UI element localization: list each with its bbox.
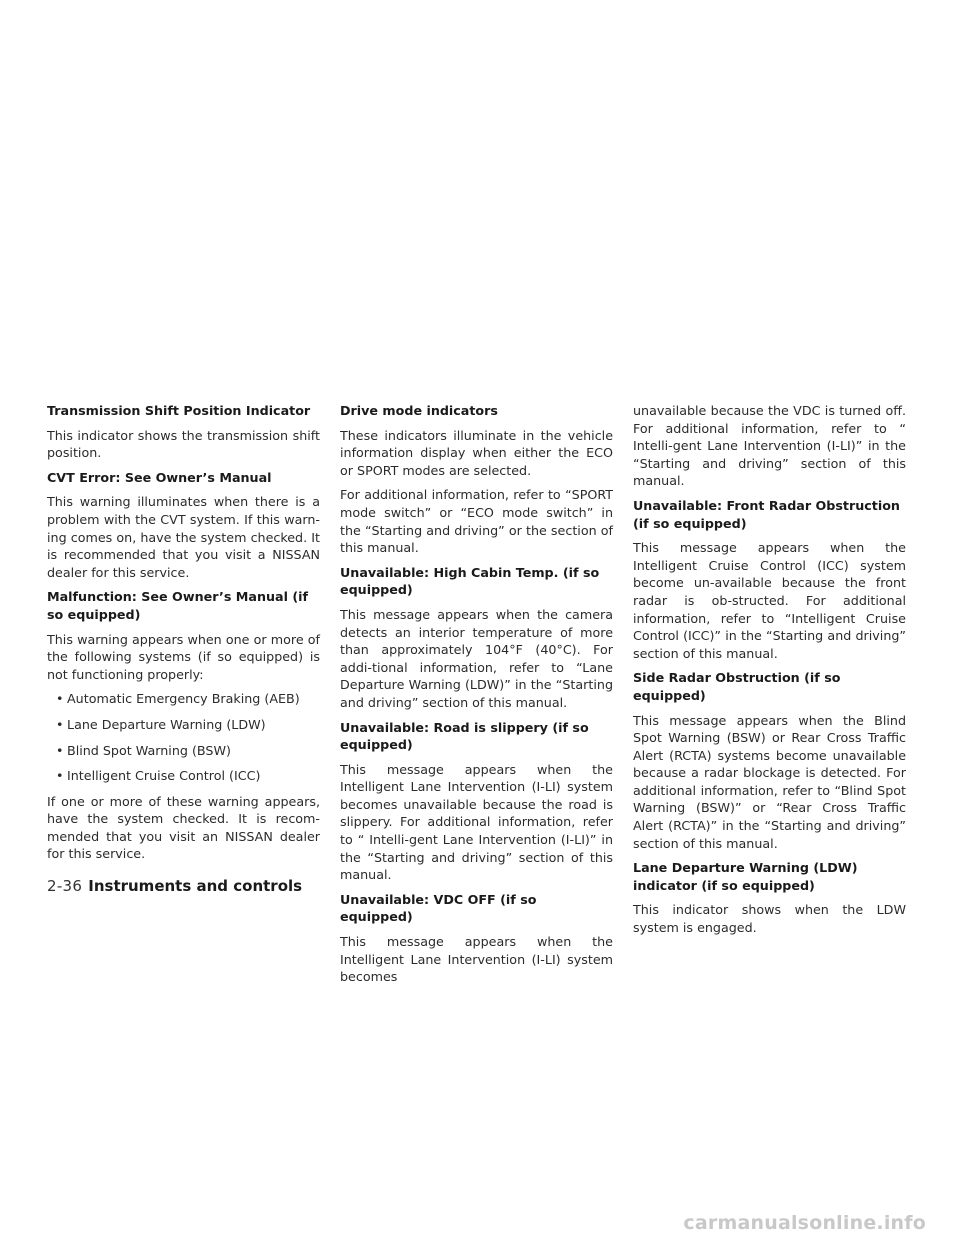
bullet-icon: • — [56, 768, 64, 784]
body-paragraph: This message appears when the Intelligent Lane Intervention (I-LI) system becomes — [340, 934, 613, 985]
section-heading: Lane Departure Warning (LDW) indicator (if so equipped) — [633, 860, 858, 893]
section-heading: Drive mode indicators — [340, 403, 498, 418]
list-item — [47, 716, 320, 734]
body-paragraph: This message appears when the camera detects an interior temperature of more than approximately 104°F (40°C). For addi-tional information, refer to “Lane Departure Warning (LDW)” in the “Starting and driving” section of this manual. — [340, 606, 613, 710]
bullet-icon: • — [56, 691, 64, 707]
text-column-3 — [633, 402, 906, 944]
body-paragraph: unavailable because the VDC is turned off. For additional information, refer to “ Intelli-gent Lane Intervention (I-LI)” in the “Starting and driving” section of this manual. — [633, 403, 906, 489]
section-heading: Unavailable: VDC OFF (if so equipped) — [340, 891, 537, 925]
list-item-text: Intelligent Cruise Control (ICC) — [67, 768, 261, 784]
list-item-text: Lane Departure Warning (LDW) — [67, 716, 266, 732]
list-item-text: Blind Spot Warning (BSW) — [67, 742, 231, 758]
body-paragraph: This message appears when the Blind Spot Warning (BSW) or Rear Cross Traffic Alert (RCTA) systems become unavailable because a radar blockage is detected. For additional information, refer to “Blind Spot Warning (BSW)” or “Rear Cross Traffic Alert (RCTA)” in the “Starting and driving” section of this manual. — [633, 712, 906, 851]
body-paragraph: This warning illuminates when there is a problem with the CVT system. If this warn-ing comes on, have the system checked. It is recommended that you visit a NISSAN dealer for this service. — [47, 494, 320, 580]
bullet-icon: • — [56, 742, 64, 758]
section-heading: CVT Error: See Owner’s Manual — [47, 469, 272, 485]
text-column-1 — [47, 402, 320, 870]
text-column-2 — [340, 402, 613, 993]
list-item — [47, 767, 320, 785]
body-paragraph: These indicators illuminate in the vehicle information display when either the ECO or SPORT modes are selected. — [340, 427, 613, 478]
section-heading: Unavailable: High Cabin Temp. (if so equipped) — [340, 564, 600, 598]
body-paragraph: This warning appears when one or more of the following systems (if so equipped) is not functioning properly: — [47, 631, 320, 682]
watermark: carmanualsonline.info — [683, 1212, 926, 1234]
list-item — [47, 690, 320, 708]
list-item-text: Automatic Emergency Braking (AEB) — [67, 691, 300, 707]
body-paragraph: This message appears when the Intelligent Lane Intervention (I-LI) system becomes unavailable because the road is slippery. For additional information, refer to “ Intelli-gent Lane Intervention (I-LI)” in the “Starting and driving” section of this manual. — [340, 761, 613, 883]
section-heading: Unavailable: Front Radar Obstruction (if so equipped) — [633, 497, 900, 531]
body-paragraph: This indicator shows when the LDW system is engaged. — [633, 902, 906, 936]
body-paragraph: If one or more of these warning appears, have the system checked. It is recom-mended that you visit an NISSAN dealer for this service. — [47, 793, 320, 862]
section-heading: Transmission Shift Position Indicator — [47, 403, 311, 418]
page-footer — [47, 876, 302, 896]
section-heading: Side Radar Obstruction (if so equipped) — [633, 670, 841, 703]
section-title: Instruments and controls — [88, 877, 303, 895]
page-number: 2-36 — [47, 877, 83, 895]
section-heading: Unavailable: Road is slippery (if so equipped) — [340, 719, 589, 753]
bullet-icon: • — [56, 716, 64, 732]
body-paragraph: For additional information, refer to “SPORT mode switch” or “ECO mode switch” in the “Starting and driving” or the section of this manual. — [340, 487, 613, 556]
bullet-list — [47, 690, 320, 784]
body-paragraph: This indicator shows the transmission shift position. — [47, 427, 320, 461]
section-heading: Malfunction: See Owner’s Manual (if so equipped) — [47, 589, 309, 622]
list-item — [47, 742, 320, 760]
body-paragraph: This message appears when the Intelligent Cruise Control (ICC) system become un-available because the front radar is ob-structed. For additional information, refer to “Intelligent Cruise Control (ICC)” in the “Starting and driving” section of this manual. — [633, 540, 906, 661]
